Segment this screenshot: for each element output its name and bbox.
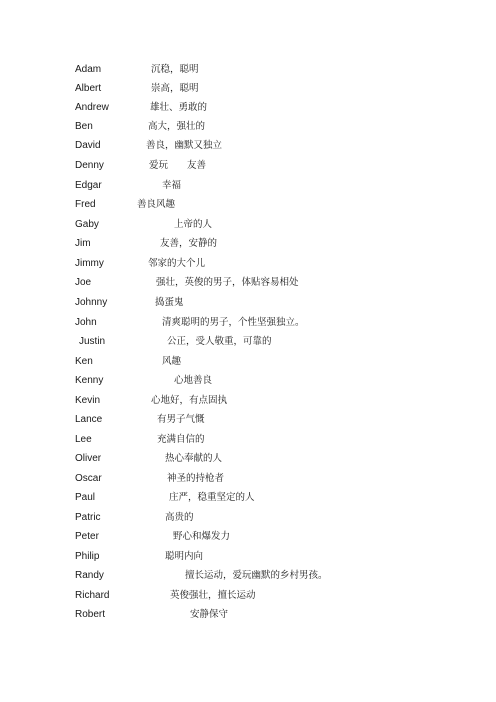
list-item (0, 237, 496, 256)
entry-name: John (75, 317, 97, 328)
list-item (0, 530, 496, 549)
entry-meaning: 爱玩 友善 (149, 160, 207, 171)
entry-name: Randy (75, 570, 104, 581)
list-item (0, 374, 496, 393)
entry-meaning: 安静保守 (190, 609, 229, 620)
list-item (0, 179, 496, 198)
entry-name: Adam (75, 64, 102, 75)
entry-meaning: 幸福 (162, 180, 182, 191)
entry-meaning: 心地善良 (174, 375, 213, 386)
entry-meaning: 邻家的大个儿 (148, 258, 206, 269)
entry-meaning: 友善，安静的 (160, 238, 218, 249)
entry-meaning: 心地好，有点固执 (151, 395, 228, 406)
entry-name: Lance (75, 414, 103, 425)
list-item (0, 491, 496, 510)
entry-meaning: 善良风趣 (137, 199, 176, 210)
entry-name: Jim (75, 238, 91, 249)
entry-name: Philip (75, 551, 100, 562)
entry-name: Paul (75, 492, 96, 503)
entry-meaning: 风趣 (162, 356, 182, 367)
entry-meaning: 崇高，聪明 (151, 83, 199, 94)
entry-name: Oscar (75, 473, 102, 484)
entry-name: Joe (75, 277, 92, 288)
entry-name: Patric (75, 512, 101, 523)
entry-name: Ken (75, 356, 93, 367)
entry-meaning: 捣蛋鬼 (155, 297, 184, 308)
entry-name: Oliver (75, 453, 102, 464)
entry-meaning: 高大，强壮的 (148, 121, 206, 132)
entry-name: Peter (75, 531, 99, 542)
entry-meaning: 沉稳，聪明 (151, 64, 199, 75)
entry-meaning: 英俊强壮，擅长运动 (170, 590, 256, 601)
entry-meaning: 热心奉献的人 (165, 453, 223, 464)
entry-name: Denny (75, 160, 104, 171)
list-item (0, 569, 496, 588)
entry-meaning: 神圣的持枪者 (167, 473, 225, 484)
entry-name: Andrew (75, 102, 109, 113)
list-item (0, 452, 496, 471)
list-item (0, 82, 496, 101)
entry-meaning: 有男子气慨 (157, 414, 205, 425)
entry-name: Edgar (75, 180, 102, 191)
list-item (0, 198, 496, 217)
list-item (0, 355, 496, 374)
list-item (0, 608, 496, 627)
entry-name: Kenny (75, 375, 104, 386)
list-item (0, 433, 496, 452)
entry-name: Fred (75, 199, 96, 210)
list-item (0, 120, 496, 139)
entry-name: Lee (75, 434, 92, 445)
list-item (0, 101, 496, 120)
entry-meaning: 充满自信的 (157, 434, 205, 445)
entry-meaning: 聪明内向 (165, 551, 204, 562)
list-item (0, 335, 496, 354)
entry-meaning: 擅长运动，爱玩幽默的乡村男孩。 (185, 570, 328, 581)
list-item (0, 316, 496, 335)
entry-meaning: 清爽聪明的男子，个性坚强独立。 (162, 317, 305, 328)
list-item (0, 159, 496, 178)
entry-name: Kevin (75, 395, 101, 406)
entry-meaning: 公正，受人敬重，可靠的 (167, 336, 272, 347)
entry-meaning: 高贵的 (165, 512, 194, 523)
entry-name: Gaby (75, 219, 99, 230)
entry-meaning: 善良，幽默又独立 (146, 140, 223, 151)
entry-name: Ben (75, 121, 93, 132)
list-item (0, 257, 496, 276)
entry-name: Johnny (75, 297, 108, 308)
list-item (0, 139, 496, 158)
entry-name: Robert (75, 609, 106, 620)
entry-meaning: 强壮，英俊的男子，体贴容易相处 (156, 277, 299, 288)
entry-meaning: 野心和爆发力 (173, 531, 231, 542)
entry-meaning: 庄严，稳重坚定的人 (169, 492, 255, 503)
list-item (0, 276, 496, 295)
entry-meaning: 上帝的人 (174, 219, 213, 230)
list-item (0, 394, 496, 413)
list-item (0, 589, 496, 608)
entry-meaning: 雄壮、勇敢的 (150, 102, 208, 113)
list-item (0, 296, 496, 315)
list-item (0, 63, 496, 82)
entry-name: Jimmy (75, 258, 104, 269)
list-item (0, 413, 496, 432)
list-item (0, 511, 496, 530)
entry-name: Albert (75, 83, 102, 94)
entry-name: David (75, 140, 101, 151)
entry-name: Richard (75, 590, 110, 601)
list-item (0, 472, 496, 491)
entry-name: Justin (79, 336, 106, 347)
list-item (0, 550, 496, 569)
list-item (0, 218, 496, 237)
